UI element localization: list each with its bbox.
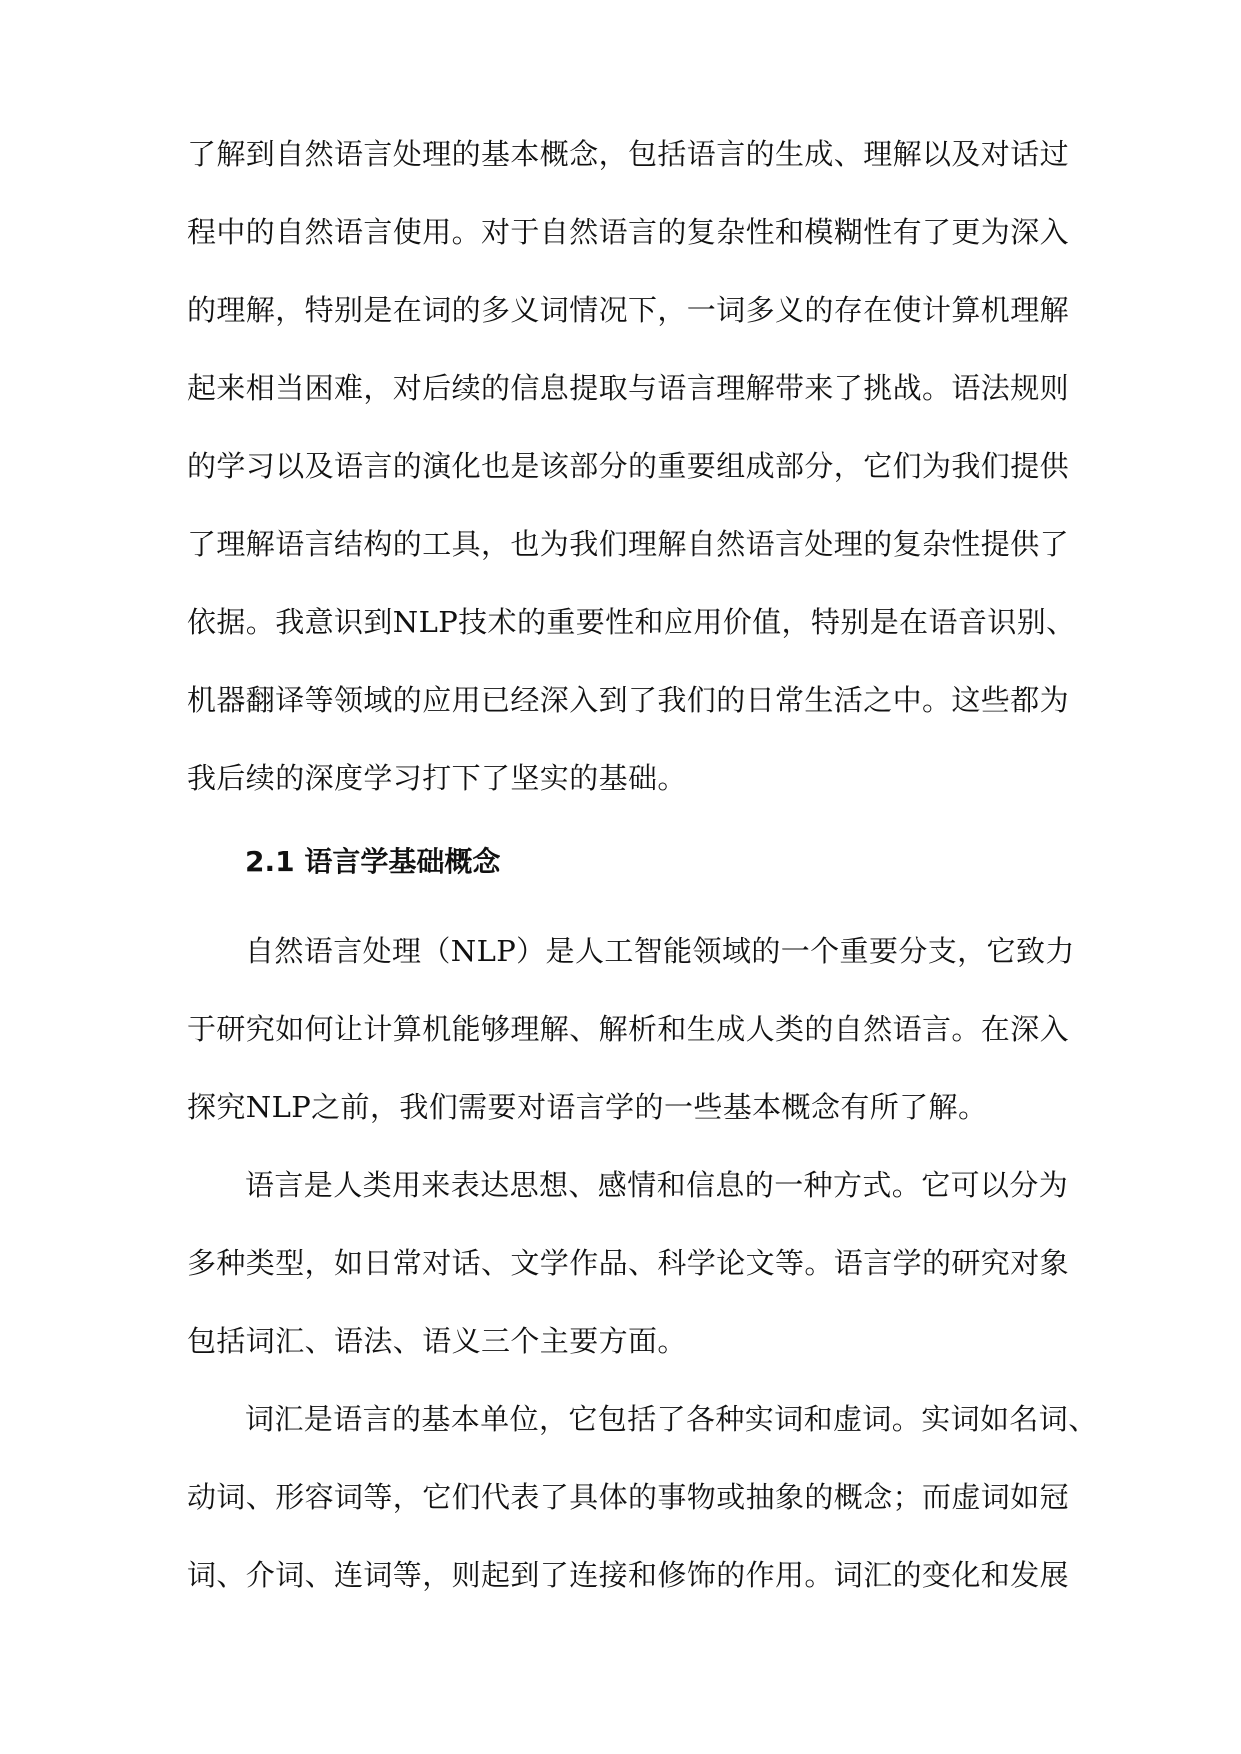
paragraph-line: 程中的自然语言使用。对于自然语言的复杂性和模糊性有了更为深入	[187, 215, 1070, 249]
paragraph-language-types	[187, 1146, 1070, 1380]
paragraph-line: 于研究如何让计算机能够理解、解析和生成人类的自然语言。在深入	[187, 1012, 1070, 1046]
paragraph-line: 语言是人类用来表达思想、感情和信息的一种方式。它可以分为	[245, 1168, 1069, 1202]
paragraph-intro	[187, 115, 1076, 817]
paragraph-line: 自然语言处理（NLP）是人工智能领域的一个重要分支，它致力	[245, 934, 1075, 968]
paragraph-line: 依据。我意识到NLP技术的重要性和应用价值，特别是在语音识别、	[187, 605, 1076, 639]
paragraph-line: 词汇是语言的基本单位，它包括了各种实词和虚词。实词如名词、	[245, 1402, 1098, 1436]
paragraph-vocabulary	[187, 1380, 1098, 1614]
paragraph-line: 的学习以及语言的演化也是该部分的重要组成部分，它们为我们提供	[187, 449, 1070, 483]
paragraph-line: 起来相当困难，对后续的信息提取与语言理解带来了挑战。语法规则	[187, 371, 1070, 405]
paragraph-nlp-definition	[187, 912, 1075, 1146]
paragraph-line: 了解到自然语言处理的基本概念，包括语言的生成、理解以及对话过	[187, 137, 1070, 171]
paragraph-line: 我后续的深度学习打下了坚实的基础。	[187, 761, 687, 795]
paragraph-line: 的理解，特别是在词的多义词情况下，一词多义的存在使计算机理解	[187, 293, 1070, 327]
paragraph-line: 动词、形容词等，它们代表了具体的事物或抽象的概念；而虚词如冠	[187, 1480, 1070, 1514]
paragraph-line: 了理解语言结构的工具，也为我们理解自然语言处理的复杂性提供了	[187, 527, 1070, 561]
section-heading: 2.1 语言学基础概念	[245, 845, 501, 878]
paragraph-line: 探究NLP之前，我们需要对语言学的一些基本概念有所了解。	[187, 1090, 988, 1124]
paragraph-line: 机器翻译等领域的应用已经深入到了我们的日常生活之中。这些都为	[187, 683, 1070, 717]
paragraph-line: 词、介词、连词等，则起到了连接和修饰的作用。词汇的变化和发展	[187, 1558, 1070, 1592]
paragraph-line: 多种类型，如日常对话、文学作品、科学论文等。语言学的研究对象	[187, 1246, 1070, 1280]
paragraph-line: 包括词汇、语法、语义三个主要方面。	[187, 1324, 687, 1358]
